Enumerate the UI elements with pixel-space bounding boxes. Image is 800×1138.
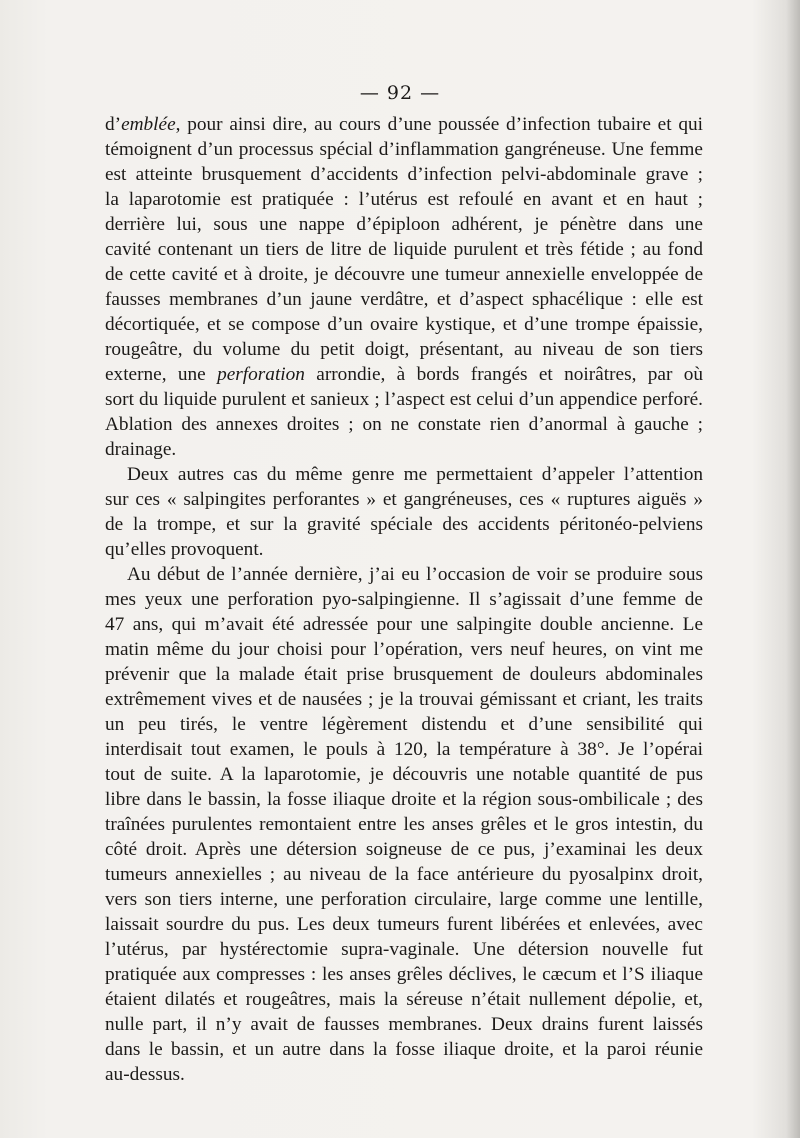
text-line [105,637,703,662]
text-run: mes yeux une perforation pyo-salpingienne. Il s’agissait d’une femme de [105,589,703,610]
text-line [105,112,703,137]
text-run: 47 ans, qui m’avait été adressée pour une salpingite double ancienne. Le [105,614,703,635]
text-run: vers son tiers interne, une perforation circulaire, large comme une lentille, [105,889,703,910]
text-line [105,287,703,312]
text-run: interdisait tout examen, le pouls à 120, la température à 38°. Je l’opérai [105,739,703,760]
page-edge-shadow [786,0,800,1138]
text-run: prévenir que la malade était prise brusquement de douleurs abdominales [105,664,703,685]
text-run: matin même du jour choisi pour l’opération, vers neuf heures, on vint me [105,639,703,660]
text-run: rougeâtre, du volume du petit doigt, présentant, au niveau de son tiers [105,339,703,360]
text-line [105,662,703,687]
text-line [105,587,703,612]
text-run: décortiquée, et se compose d’un ovaire kystique, et d’une trompe épaissie, [105,314,703,335]
text-line [105,512,703,537]
text-line [105,312,703,337]
text-run: d’ [105,114,122,135]
text-line [105,987,703,1012]
text-run: arrondie, à bords frangés et noirâtres, par où [304,364,703,385]
text-line [105,862,703,887]
body-text [105,112,703,1087]
text-line [105,762,703,787]
text-line [105,462,703,487]
text-line [105,787,703,812]
text-run: sur ces « salpingites perforantes » et gangréneuses, ces « ruptures aiguës » [105,489,703,510]
text-line [105,962,703,987]
page-number: — 92 — [359,82,441,104]
text-line [105,812,703,837]
text-line [105,837,703,862]
text-run: qu’elles provoquent. [105,539,264,560]
text-line [105,887,703,912]
text-run: la laparotomie est pratiquée : l’utérus est refoulé en avant et en haut ; [105,189,703,210]
text-run: externe, une [105,364,218,385]
text-run: sort du liquide purulent et sanieux ; l’aspect est celui d’un appendice perforé. [105,389,703,410]
text-run: dans le bassin, et un autre dans la fosse iliaque droite, et la paroi réunie [105,1039,703,1060]
text-line [105,362,703,387]
text-line [105,187,703,212]
text-run: témoignent d’un processus spécial d’inflammation gangréneuse. Une femme [105,139,703,160]
text-line [105,912,703,937]
text-run: au-dessus. [105,1064,185,1085]
text-run: derrière lui, sous une nappe d’épiploon adhérent, je pénètre dans une [105,214,703,235]
text-run: libre dans le bassin, la fosse iliaque droite et la région sous-ombilicale ; des [105,789,703,810]
text-line [105,137,703,162]
text-run: un peu tirés, le ventre légèrement distendu et d’une sensibilité qui [105,714,703,735]
text-run: nulle part, il n’y avait de fausses membranes. Deux drains furent laissés [105,1014,703,1035]
text-line [105,537,703,562]
text-line [105,687,703,712]
text-run: de cette cavité et à droite, je découvre une tumeur annexielle enveloppée de [105,264,703,285]
text-line [105,262,703,287]
text-run: pratiquée aux compresses : les anses grêles déclives, le cæcum et l’S iliaque [105,964,703,985]
text-line [105,162,703,187]
text-line [105,387,703,412]
text-run: tumeurs annexielles ; au niveau de la face antérieure du pyosalpinx droit, [105,864,703,885]
text-run: tout de suite. A la laparotomie, je découvris une notable quantité de pus [105,764,703,785]
text-run: Au début de l’année dernière, j’ai eu l’occasion de voir se produire sous [127,564,703,585]
text-run: fausses membranes d’un jaune verdâtre, et d’aspect sphacélique : elle est [105,289,703,310]
text-line [105,337,703,362]
text-run: Ablation des annexes droites ; on ne constate rien d’anormal à gauche ; [105,414,703,435]
text-line [105,737,703,762]
text-run: Deux autres cas du même genre me permettaient d’appeler l’attention [127,464,703,485]
text-run: de la trompe, et sur la gravité spéciale des accidents péritonéo-pelviens [105,514,703,535]
text-line [105,612,703,637]
italic-word: perforation [217,364,305,385]
text-run: extrêmement vives et de nausées ; je la trouvai gémissant et criant, les traits [105,689,703,710]
text-run: cavité contenant un tiers de litre de liquide purulent et très fétide ; au fond [105,239,703,260]
text-line [105,1062,703,1087]
text-run: traînées purulentes remontaient entre les anses grêles et le gros intestin, du [105,814,703,835]
text-run: étaient dilatés et rougeâtres, mais la séreuse n’était nullement dépolie, et, [105,989,703,1010]
text-line [105,437,703,462]
text-line [105,1037,703,1062]
text-run: l’utérus, par hystérectomie supra-vaginale. Une détersion nouvelle fut [105,939,703,960]
text-run: est atteinte brusquement d’accidents d’infection pelvi-abdominale grave ; [105,164,703,185]
text-run: laissait sourdre du pus. Les deux tumeurs furent libérées et enlevées, avec [105,914,703,935]
italic-word: emblée [121,114,176,135]
text-line [105,487,703,512]
text-line [105,212,703,237]
text-line [105,412,703,437]
text-line [105,1012,703,1037]
text-line [105,237,703,262]
text-line [105,562,703,587]
text-run: côté droit. Après une détersion soigneuse de ce pus, j’examinai les deux [105,839,703,860]
text-run: , pour ainsi dire, au cours d’une poussée d’infection tubaire et qui [175,114,703,135]
text-line [105,712,703,737]
text-line [105,937,703,962]
text-run: drainage. [105,439,177,460]
